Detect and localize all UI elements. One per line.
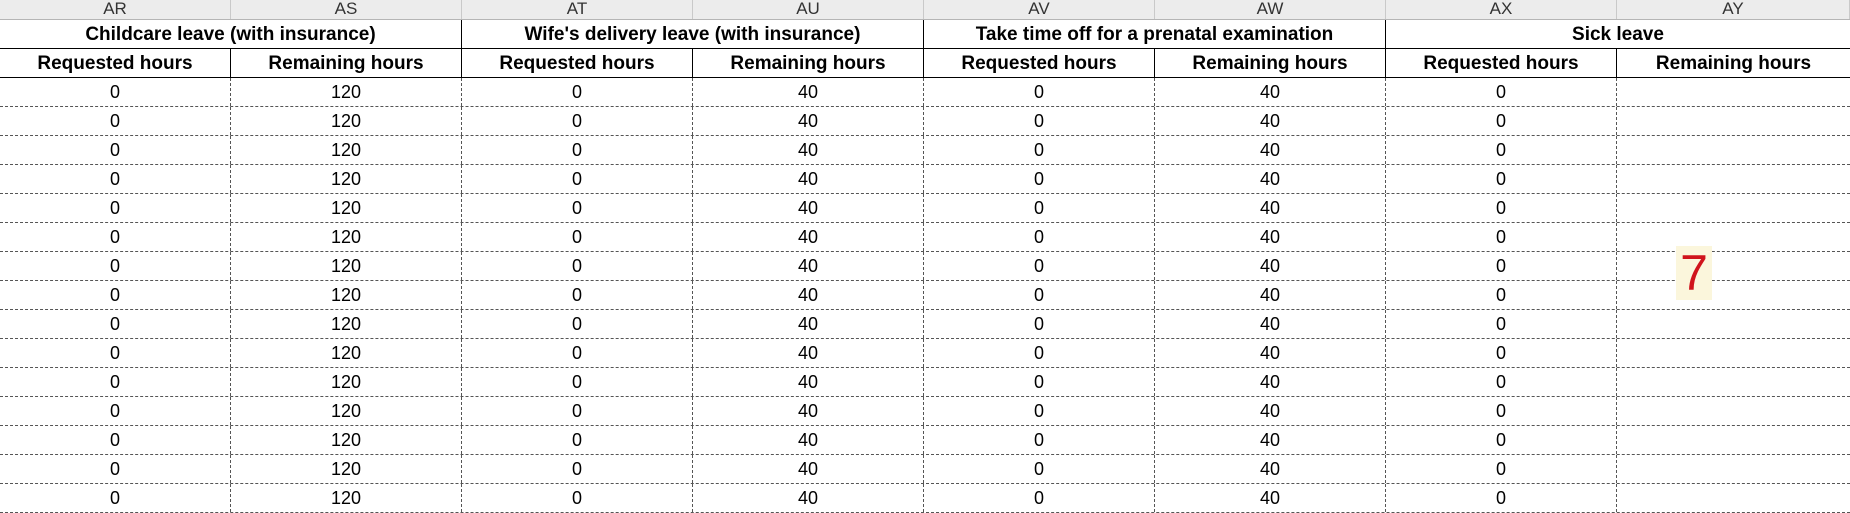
table-cell[interactable]: 120 (231, 484, 462, 512)
subheader-cell[interactable]: Remaining hours (231, 49, 462, 77)
table-cell[interactable]: 40 (1155, 194, 1386, 222)
table-cell[interactable]: 40 (693, 78, 924, 106)
table-cell[interactable]: 120 (231, 310, 462, 338)
table-cell[interactable] (1617, 165, 1850, 193)
table-cell[interactable]: 40 (693, 165, 924, 193)
data-rows (0, 78, 1850, 513)
table-cell[interactable]: 0 (0, 397, 231, 425)
table-cell[interactable] (1617, 426, 1850, 454)
table-cell[interactable] (1617, 455, 1850, 483)
table-cell[interactable] (1617, 78, 1850, 106)
column-letter-header[interactable]: AX (1386, 0, 1617, 19)
table-row (0, 426, 1850, 455)
table-cell[interactable]: 0 (924, 78, 1155, 106)
table-row (0, 165, 1850, 194)
table-cell[interactable]: 0 (924, 223, 1155, 251)
table-cell[interactable]: 0 (0, 310, 231, 338)
group-header-cell[interactable]: Childcare leave (with insurance) (0, 20, 462, 48)
table-cell[interactable]: 0 (462, 397, 693, 425)
table-cell[interactable]: 0 (1386, 252, 1617, 280)
table-cell[interactable]: 0 (0, 165, 231, 193)
table-cell[interactable]: 120 (231, 107, 462, 135)
table-cell[interactable]: 40 (1155, 397, 1386, 425)
table-cell[interactable]: 0 (0, 455, 231, 483)
subheader-cell[interactable]: Requested hours (924, 49, 1155, 77)
column-letter-header[interactable]: AV (924, 0, 1155, 19)
table-cell[interactable]: 0 (924, 339, 1155, 367)
table-cell[interactable] (1617, 339, 1850, 367)
table-cell[interactable]: 40 (1155, 223, 1386, 251)
table-cell[interactable]: 0 (0, 484, 231, 512)
table-cell[interactable]: 0 (462, 223, 693, 251)
table-row (0, 78, 1850, 107)
table-cell[interactable]: 0 (0, 136, 231, 164)
table-cell[interactable]: 40 (693, 484, 924, 512)
table-row (0, 281, 1850, 310)
table-cell[interactable]: 0 (1386, 339, 1617, 367)
table-cell[interactable] (1617, 310, 1850, 338)
table-cell[interactable]: 40 (693, 252, 924, 280)
table-cell[interactable]: 0 (462, 484, 693, 512)
table-cell[interactable]: 0 (0, 368, 231, 396)
table-cell[interactable] (1617, 281, 1850, 309)
table-cell[interactable]: 0 (0, 78, 231, 106)
table-cell[interactable]: 0 (924, 484, 1155, 512)
column-header-row (0, 0, 1850, 20)
table-row (0, 397, 1850, 426)
table-cell[interactable]: 0 (924, 136, 1155, 164)
table-cell[interactable]: 0 (462, 310, 693, 338)
table-cell[interactable]: 0 (1386, 281, 1617, 309)
table-cell[interactable]: 40 (1155, 455, 1386, 483)
table-cell[interactable] (1617, 252, 1850, 280)
table-cell[interactable]: 40 (1155, 339, 1386, 367)
table-row (0, 368, 1850, 397)
table-cell[interactable]: 120 (231, 281, 462, 309)
table-cell[interactable]: 0 (924, 397, 1155, 425)
column-letter-header[interactable]: AR (0, 0, 231, 19)
table-cell[interactable]: 0 (1386, 165, 1617, 193)
table-cell[interactable]: 0 (462, 281, 693, 309)
table-cell[interactable]: 0 (1386, 397, 1617, 425)
table-cell[interactable]: 40 (693, 368, 924, 396)
group-header-cell[interactable]: Wife's delivery leave (with insurance) (462, 20, 924, 48)
table-cell[interactable]: 0 (462, 426, 693, 454)
table-cell[interactable]: 0 (924, 165, 1155, 193)
table-cell[interactable]: 0 (1386, 136, 1617, 164)
table-row (0, 310, 1850, 339)
table-cell[interactable]: 0 (462, 194, 693, 222)
table-cell[interactable]: 40 (693, 194, 924, 222)
table-cell[interactable] (1617, 397, 1850, 425)
table-cell[interactable]: 40 (1155, 484, 1386, 512)
table-row (0, 107, 1850, 136)
table-cell[interactable]: 0 (1386, 223, 1617, 251)
table-cell[interactable]: 40 (693, 310, 924, 338)
table-row (0, 252, 1850, 281)
table-cell[interactable]: 0 (0, 426, 231, 454)
table-cell[interactable]: 40 (693, 107, 924, 135)
table-cell[interactable]: 0 (924, 455, 1155, 483)
table-cell[interactable]: 0 (0, 252, 231, 280)
table-cell[interactable]: 120 (231, 194, 462, 222)
table-cell[interactable]: 40 (1155, 310, 1386, 338)
table-cell[interactable] (1617, 368, 1850, 396)
table-cell[interactable]: 0 (462, 339, 693, 367)
table-cell[interactable]: 0 (462, 136, 693, 164)
table-cell[interactable]: 120 (231, 397, 462, 425)
table-cell[interactable]: 0 (924, 281, 1155, 309)
table-cell[interactable] (1617, 223, 1850, 251)
table-row (0, 223, 1850, 252)
table-cell[interactable]: 120 (231, 339, 462, 367)
table-cell[interactable]: 40 (693, 281, 924, 309)
table-cell[interactable]: 0 (0, 339, 231, 367)
table-cell[interactable]: 0 (0, 223, 231, 251)
table-cell[interactable]: 120 (231, 165, 462, 193)
table-row (0, 455, 1850, 484)
table-cell[interactable]: 0 (462, 252, 693, 280)
table-cell[interactable] (1617, 194, 1850, 222)
column-letter-header[interactable]: AY (1617, 0, 1850, 19)
column-letter-header[interactable]: AU (693, 0, 924, 19)
table-cell[interactable]: 40 (693, 455, 924, 483)
table-cell[interactable]: 40 (693, 136, 924, 164)
table-cell[interactable]: 0 (462, 165, 693, 193)
table-cell[interactable]: 120 (231, 223, 462, 251)
table-cell[interactable]: 40 (1155, 165, 1386, 193)
table-cell[interactable]: 0 (1386, 107, 1617, 135)
subheader-cell[interactable]: Requested hours (462, 49, 693, 77)
table-cell[interactable]: 0 (0, 194, 231, 222)
table-cell[interactable]: 40 (693, 223, 924, 251)
column-letter-header[interactable]: AW (1155, 0, 1386, 19)
table-cell[interactable]: 0 (1386, 194, 1617, 222)
table-cell[interactable]: 0 (462, 368, 693, 396)
table-row (0, 484, 1850, 513)
table-row (0, 194, 1850, 223)
table-cell[interactable]: 0 (924, 368, 1155, 396)
table-cell[interactable] (1617, 484, 1850, 512)
table-cell[interactable] (1617, 107, 1850, 135)
table-cell[interactable]: 40 (693, 426, 924, 454)
table-row (0, 136, 1850, 165)
table-cell[interactable]: 0 (462, 78, 693, 106)
column-letter-header[interactable]: AS (231, 0, 462, 19)
table-cell[interactable]: 0 (924, 107, 1155, 135)
table-cell[interactable]: 40 (1155, 252, 1386, 280)
table-cell[interactable] (1617, 136, 1850, 164)
table-cell[interactable]: 0 (1386, 484, 1617, 512)
table-cell[interactable]: 40 (1155, 426, 1386, 454)
table-cell[interactable]: 120 (231, 368, 462, 396)
table-cell[interactable]: 0 (924, 252, 1155, 280)
subheader-cell[interactable]: Requested hours (1386, 49, 1617, 77)
table-cell[interactable]: 40 (1155, 78, 1386, 106)
table-cell[interactable]: 0 (1386, 368, 1617, 396)
table-cell[interactable]: 0 (1386, 426, 1617, 454)
table-cell[interactable]: 40 (1155, 281, 1386, 309)
table-cell[interactable]: 120 (231, 455, 462, 483)
column-letter-header[interactable]: AT (462, 0, 693, 19)
table-cell[interactable]: 120 (231, 136, 462, 164)
subheader-cell[interactable]: Remaining hours (693, 49, 924, 77)
table-cell[interactable]: 40 (1155, 107, 1386, 135)
table-cell[interactable]: 120 (231, 78, 462, 106)
table-cell[interactable]: 0 (1386, 78, 1617, 106)
table-cell[interactable]: 40 (1155, 136, 1386, 164)
table-cell[interactable]: 0 (462, 455, 693, 483)
table-cell[interactable]: 0 (1386, 455, 1617, 483)
table-cell[interactable]: 120 (231, 252, 462, 280)
group-header-cell[interactable]: Take time off for a prenatal examination (924, 20, 1386, 48)
subheader-cell[interactable]: Requested hours (0, 49, 231, 77)
subheader-cell[interactable]: Remaining hours (1655, 53, 1812, 74)
subheader-cell[interactable]: Remaining hours (1155, 49, 1386, 77)
table-cell[interactable]: 40 (1155, 368, 1386, 396)
table-cell[interactable]: 0 (924, 194, 1155, 222)
table-row (0, 339, 1850, 368)
overlay-number-badge: 7 (1676, 246, 1712, 300)
table-cell[interactable]: 0 (0, 281, 231, 309)
table-cell[interactable]: 0 (924, 310, 1155, 338)
group-header-cell[interactable]: Sick leave (1572, 24, 1664, 45)
table-cell[interactable]: 0 (462, 107, 693, 135)
group-header-row (0, 20, 1850, 49)
subheader-row (0, 49, 1850, 78)
table-cell[interactable]: 0 (0, 107, 231, 135)
table-cell[interactable]: 0 (1386, 310, 1617, 338)
table-cell[interactable]: 0 (924, 426, 1155, 454)
table-cell[interactable]: 40 (693, 397, 924, 425)
table-cell[interactable]: 40 (693, 339, 924, 367)
table-cell[interactable]: 120 (231, 426, 462, 454)
